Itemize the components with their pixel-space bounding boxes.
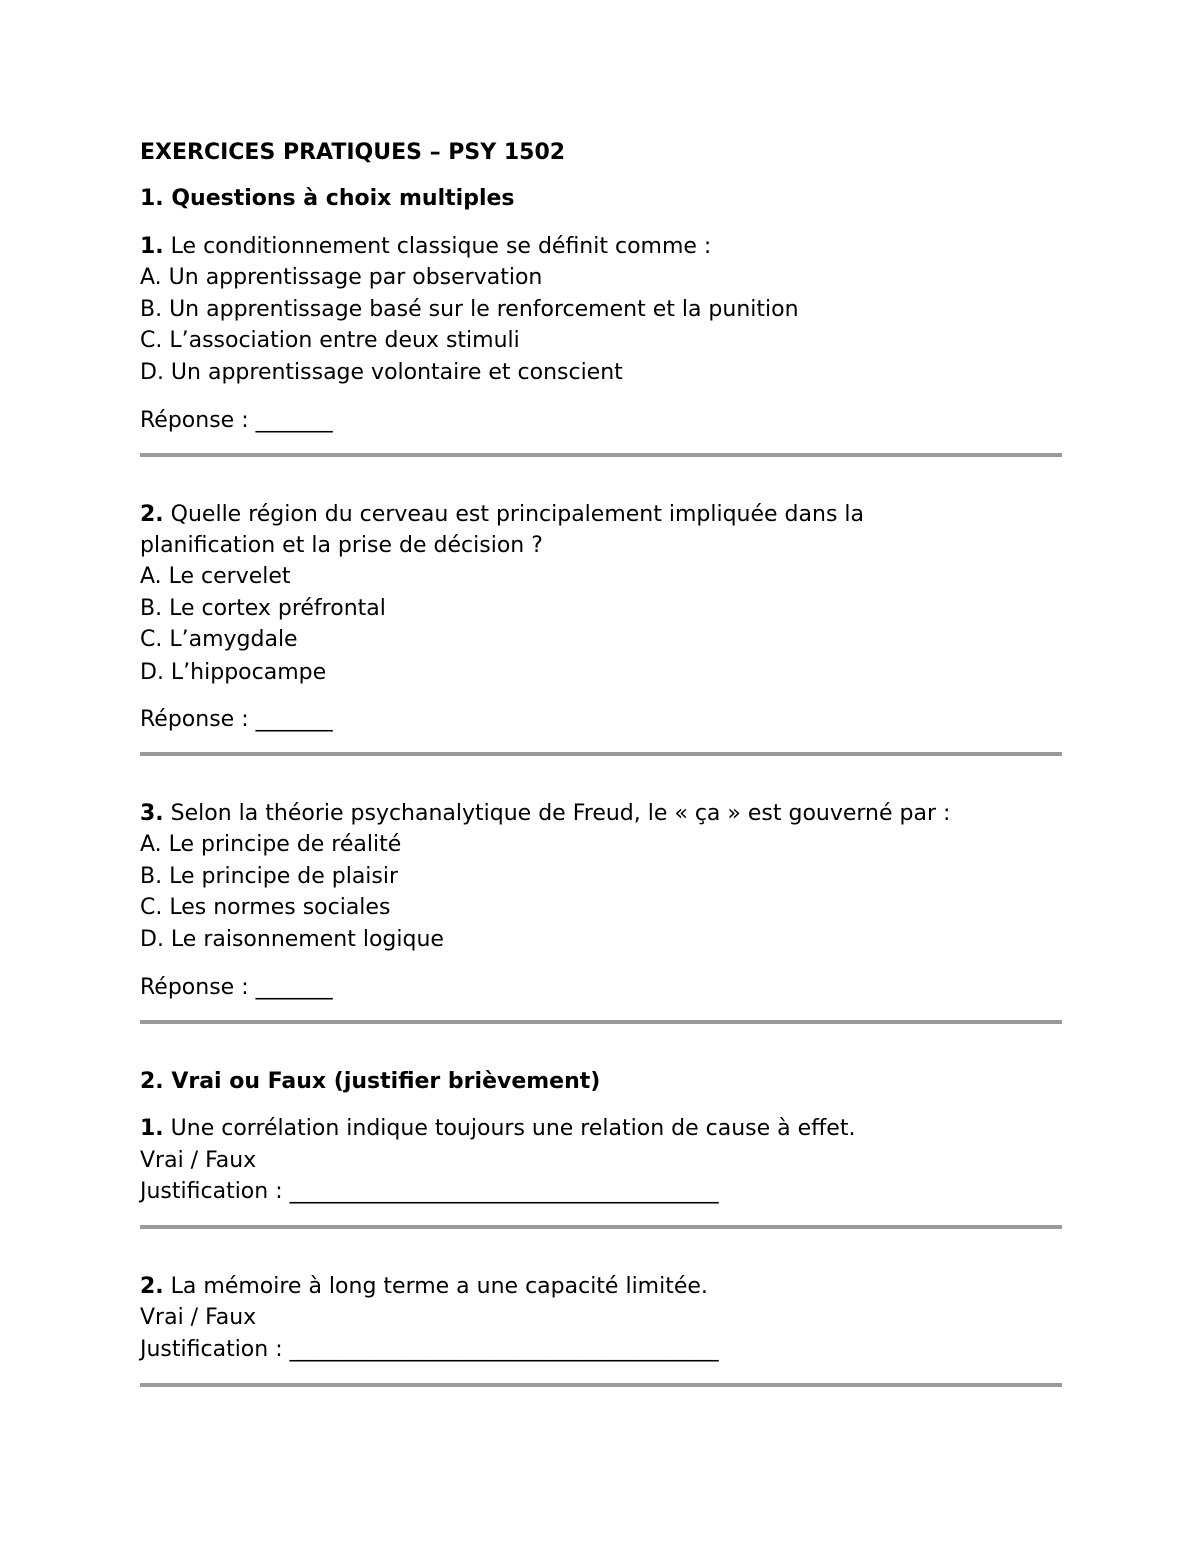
mcq-3-option-c: C. Les normes sociales (140, 895, 391, 920)
mcq-2-prompt (140, 500, 864, 530)
section-2-heading: 2. Vrai ou Faux (justifier brièvement) (140, 1069, 601, 1094)
section-1-heading: 1. Questions à choix multiples (140, 186, 515, 211)
mcq-3-option-d: D. Le raisonnement logique (140, 927, 444, 952)
divider (140, 752, 1062, 756)
tf-2-prompt (140, 1272, 708, 1302)
mcq-3-option-a: A. Le principe de réalité (140, 832, 402, 857)
divider (140, 1383, 1062, 1387)
tf-2-number: 2. (140, 1274, 164, 1299)
divider (140, 1020, 1062, 1024)
mcq-1-option-d: D. Un apprentissage volontaire et conscient (140, 360, 623, 385)
mcq-1-option-c: C. L’association entre deux stimuli (140, 328, 520, 353)
tf-1-justification: Justification : _______________________________________ (140, 1179, 719, 1204)
mcq-2-option-d: D. L’hippocampe (140, 660, 327, 685)
tf-2-choice: Vrai / Faux (140, 1305, 257, 1330)
tf-1-prompt (140, 1114, 855, 1144)
mcq-3-option-b: B. Le principe de plaisir (140, 864, 399, 889)
mcq-1-answer: Réponse : _______ (140, 408, 333, 433)
mcq-1-option-b: B. Un apprentissage basé sur le renforcement et la punition (140, 297, 799, 322)
mcq-3-prompt (140, 799, 950, 829)
mcq-2-answer: Réponse : _______ (140, 707, 333, 732)
mcq-1-prompt (140, 232, 711, 262)
divider (140, 1225, 1062, 1229)
mcq-3-answer: Réponse : _______ (140, 975, 333, 1000)
tf-1-text: Une corrélation indique toujours une relation de cause à effet. (163, 1116, 856, 1141)
mcq-2-number: 2. (140, 502, 164, 527)
tf-2-text: La mémoire à long terme a une capacité limitée. (163, 1274, 708, 1299)
tf-1-choice: Vrai / Faux (140, 1148, 257, 1173)
mcq-2-prompt-cont: planification et la prise de décision ? (140, 533, 543, 558)
mcq-2-option-a: A. Le cervelet (140, 564, 291, 589)
divider (140, 453, 1062, 457)
tf-2-justification: Justification : _______________________________________ (140, 1337, 719, 1362)
page-title: EXERCICES PRATIQUES – PSY 1502 (140, 140, 566, 165)
mcq-1-option-a: A. Un apprentissage par observation (140, 265, 543, 290)
mcq-1-text: Le conditionnement classique se définit comme : (163, 234, 712, 259)
mcq-3-number: 3. (140, 801, 164, 826)
mcq-1-number: 1. (140, 234, 164, 259)
mcq-2-text: Quelle région du cerveau est principalement impliquée dans la (163, 502, 864, 527)
mcq-2-option-c: C. L’amygdale (140, 627, 298, 652)
mcq-3-text: Selon la théorie psychanalytique de Freud, le « ça » est gouverné par : (163, 801, 951, 826)
mcq-2-option-b: B. Le cortex préfrontal (140, 596, 386, 621)
tf-1-number: 1. (140, 1116, 164, 1141)
